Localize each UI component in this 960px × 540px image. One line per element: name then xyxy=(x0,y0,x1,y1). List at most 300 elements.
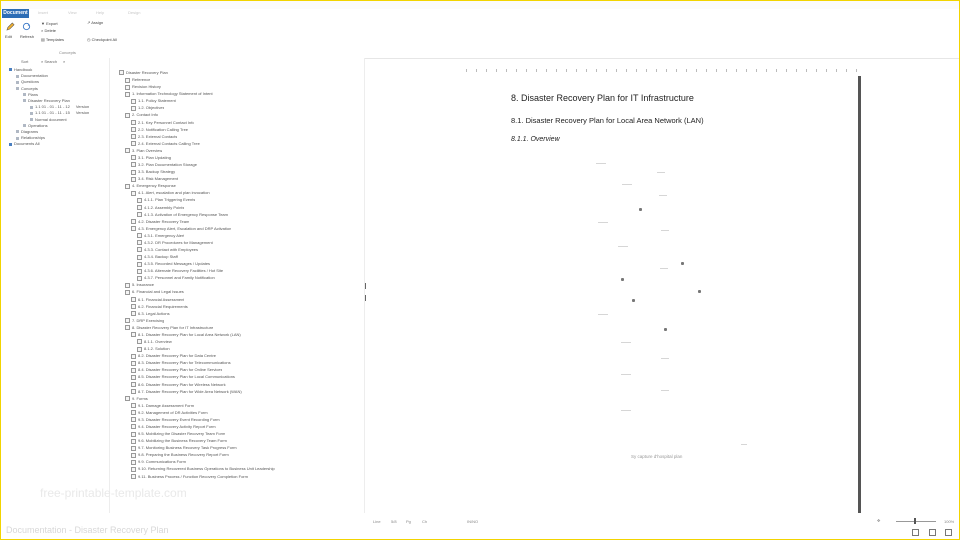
page-icon xyxy=(137,233,142,238)
page-icon xyxy=(125,396,130,401)
outline-item-label: 8.2. Disaster Recovery Plan for Data Centre xyxy=(138,353,217,359)
outline-item[interactable] xyxy=(131,389,242,394)
outline-item-label: 6. Financial and Legal Issues xyxy=(132,289,184,295)
page-icon xyxy=(131,361,136,366)
page-icon xyxy=(137,240,142,245)
tab-document[interactable]: Document xyxy=(3,10,28,16)
ruler-tick xyxy=(736,69,737,72)
folder-icon xyxy=(23,93,26,96)
outline-pane xyxy=(110,58,365,513)
diagram-line xyxy=(741,444,747,445)
outline-item-label: 2.4. External Contacts Calling Tree xyxy=(138,140,200,146)
outline-item-label: 8.7. Disaster Recovery Plan for Wide Area Network (WAN) xyxy=(138,388,242,394)
tree-item-label: Normal document xyxy=(35,116,67,122)
tree-item-label: 1.1 01 - 01 - 11 - 12 xyxy=(35,104,70,110)
page-icon xyxy=(131,170,136,175)
page-icon xyxy=(131,424,136,429)
ruler-tick xyxy=(616,69,617,72)
outline-item-label: 4.3.5. Recorded Messages / Updates xyxy=(144,261,211,267)
outline-item[interactable] xyxy=(137,205,184,210)
outline-item-label: 8.6. Disaster Recovery Plan for Wireless Network xyxy=(138,381,226,387)
folder-icon xyxy=(9,143,12,146)
folder-icon xyxy=(16,81,19,84)
left-tree-item[interactable] xyxy=(30,117,67,122)
outline-item-label: 6.3. Legal Actions xyxy=(138,310,170,316)
outline-item[interactable] xyxy=(131,155,171,160)
ruler-tick xyxy=(486,69,487,72)
assign-icon: ↗ xyxy=(87,20,91,25)
page-icon xyxy=(131,99,136,104)
outline-item[interactable] xyxy=(137,233,184,238)
delete-button[interactable] xyxy=(41,28,56,33)
outline-item[interactable] xyxy=(125,183,176,188)
ruler-tick xyxy=(746,69,747,72)
outline-item[interactable] xyxy=(131,304,188,309)
outline-item[interactable] xyxy=(131,353,216,358)
tree-item-label: Questions xyxy=(21,79,40,85)
zoom-level: 100% xyxy=(944,519,955,524)
ruler-tick xyxy=(776,69,777,72)
outline-item[interactable] xyxy=(125,112,158,117)
view-full-icon[interactable] xyxy=(945,529,952,536)
ruler-tick xyxy=(696,69,697,72)
left-tree-item[interactable] xyxy=(30,110,89,115)
outline-item[interactable] xyxy=(131,176,178,181)
status-line: Line xyxy=(373,519,381,524)
diagram-node xyxy=(639,208,642,211)
ruler-tick xyxy=(726,69,727,72)
tab-design[interactable]: Design xyxy=(128,10,141,15)
ruler-tick xyxy=(626,69,627,72)
export-label: Export xyxy=(46,21,58,26)
diagram-line xyxy=(657,172,665,173)
filter-icon[interactable]: ⌕ xyxy=(63,59,66,64)
ruler-tick xyxy=(846,69,847,72)
outline-item[interactable] xyxy=(131,311,170,316)
page-icon xyxy=(131,332,136,337)
templates-label: Templates xyxy=(45,37,65,42)
diagram-line xyxy=(661,358,669,359)
outline-item-label: 4.1.3. Activation of Emergency Response Team xyxy=(144,211,228,217)
refresh-icon[interactable] xyxy=(22,22,31,31)
page-icon xyxy=(137,262,142,267)
tab-insert[interactable]: Insert xyxy=(38,10,49,15)
outline-item[interactable] xyxy=(125,77,150,82)
zoom-fit-icon[interactable]: ✥ xyxy=(877,518,881,523)
outline-item[interactable] xyxy=(137,212,228,217)
page-icon xyxy=(125,290,130,295)
tree-item-label: Documents All xyxy=(14,141,40,147)
ruler-tick xyxy=(766,69,767,72)
outline-item-label: Reference xyxy=(132,77,151,83)
diagram-line xyxy=(621,342,631,343)
page-icon xyxy=(131,141,136,146)
left-tree-item[interactable] xyxy=(30,104,89,109)
outline-item[interactable] xyxy=(131,374,235,379)
outline-item[interactable] xyxy=(131,417,220,422)
outline-item[interactable] xyxy=(131,360,231,365)
outline-item-label: 4.1. Alert, escalation and plan invocation xyxy=(138,190,210,196)
diagram-line xyxy=(660,268,668,269)
page-icon xyxy=(131,155,136,160)
outline-item[interactable] xyxy=(131,127,188,132)
folder-icon xyxy=(16,130,19,133)
folder-icon xyxy=(30,112,33,115)
templates-button[interactable] xyxy=(41,37,64,42)
ruler-tick xyxy=(786,69,787,72)
page-icon xyxy=(131,410,136,415)
outline-item[interactable] xyxy=(131,367,222,372)
ruler-tick xyxy=(636,69,637,72)
page-icon xyxy=(131,304,136,309)
left-tree-item[interactable] xyxy=(16,129,38,134)
ruler-tick xyxy=(476,69,477,72)
outline-item[interactable] xyxy=(137,197,195,202)
heading-2[interactable]: 8.1. Disaster Recovery Plan for Local Area Network (LAN) xyxy=(511,116,704,125)
page-shadow xyxy=(858,76,861,516)
tab-help[interactable]: Help xyxy=(96,10,105,15)
left-toolbar xyxy=(1,58,109,65)
left-tree-item[interactable] xyxy=(23,98,70,103)
ruler-tick xyxy=(506,69,507,72)
outline-item[interactable] xyxy=(137,240,213,245)
ribbon xyxy=(1,18,959,59)
outline-item[interactable] xyxy=(125,91,213,96)
checkpoint-all-label: Checkpoint All xyxy=(91,37,117,42)
zoom-slider-track[interactable] xyxy=(896,521,936,522)
outline-item[interactable] xyxy=(131,120,194,125)
diagram-line xyxy=(596,163,606,164)
outline-item-label: 3.3. Backup Strategy xyxy=(138,169,176,175)
outline-item-label: 5. Insurance xyxy=(132,282,155,288)
folder-icon xyxy=(16,87,19,90)
outline-item[interactable] xyxy=(137,247,198,252)
left-tree-item[interactable] xyxy=(9,67,32,72)
outline-item-label: 9.11. Business Process / Function Recovery Completion Form xyxy=(138,473,248,479)
outline-item-label: 4.3.6. Alternate Recovery Facilities / Hot Site xyxy=(144,268,224,274)
outline-item[interactable] xyxy=(131,403,194,408)
page-icon xyxy=(131,106,136,111)
diagram-node xyxy=(698,290,701,293)
outline-item[interactable] xyxy=(125,84,161,89)
left-tree-item[interactable] xyxy=(16,79,39,84)
page-icon xyxy=(125,92,130,97)
page-icon xyxy=(131,382,136,387)
outline-item[interactable] xyxy=(131,431,225,436)
diagram-line xyxy=(622,184,632,185)
tree-item-label: Disaster Recovery Plan xyxy=(28,98,70,103)
outline-item[interactable] xyxy=(131,410,208,415)
sort-button[interactable]: Sort xyxy=(21,59,29,64)
ruler-tick xyxy=(536,69,537,72)
page-icon xyxy=(131,120,136,125)
status-page-count: 5/8 xyxy=(391,519,397,524)
outline-item-label: 9.6. Mobilizing the Business Recovery Team Form xyxy=(138,438,227,444)
outline-item-label: 2. Contact Info xyxy=(132,112,159,118)
ruler-tick xyxy=(796,69,797,72)
page-icon xyxy=(131,219,136,224)
ruler-tick xyxy=(606,69,607,72)
templates-icon: ▤ xyxy=(41,37,45,42)
outline-item-label: 1.2. Objectives xyxy=(138,105,165,111)
ruler-tick xyxy=(586,69,587,72)
ruler-tick xyxy=(706,69,707,72)
page-icon xyxy=(131,432,136,437)
page-icon xyxy=(131,417,136,422)
outline-item-label: 4.3.1. Emergency Alert xyxy=(144,232,185,238)
outline-item[interactable] xyxy=(125,318,164,323)
status-pg: Pg xyxy=(406,519,411,524)
outline-item-label: 6.2. Financial Requirements xyxy=(138,303,188,309)
watermark-bottom: Documentation - Disaster Recovery Plan xyxy=(6,525,169,535)
tree-item-label: Operations xyxy=(28,122,48,128)
ruler-tick xyxy=(676,69,677,72)
outline-item-label: 8.3. Disaster Recovery Plan for Telecommunications xyxy=(138,360,231,366)
page-icon xyxy=(137,212,142,217)
page-icon xyxy=(125,325,130,330)
outline-item[interactable] xyxy=(137,275,215,280)
ruler-tick xyxy=(856,69,857,72)
diagram-line xyxy=(618,246,628,247)
outline-item-label: 7. DRP Exercising xyxy=(132,317,165,323)
page-icon xyxy=(131,474,136,479)
outline-item[interactable] xyxy=(131,424,216,429)
page-icon xyxy=(137,276,142,281)
diagram-line xyxy=(598,314,608,315)
folder-icon xyxy=(16,75,19,78)
outline-item[interactable] xyxy=(131,474,248,479)
assign-label: Assign xyxy=(91,20,104,25)
zoom-slider-thumb[interactable] xyxy=(914,518,916,524)
outline-item-label: 3.1. Plan Updating xyxy=(138,154,171,160)
view-layout-icon[interactable] xyxy=(912,529,919,536)
tree-item-label: Handbook xyxy=(14,67,33,72)
ruler-tick xyxy=(546,69,547,72)
page-icon xyxy=(131,177,136,182)
outline-item[interactable] xyxy=(131,452,229,457)
tree-item-note: Version xyxy=(75,104,90,110)
outline-item-label: 8.5. Disaster Recovery Plan for Local Communications xyxy=(138,374,235,380)
left-tree-item[interactable] xyxy=(16,73,48,78)
ruler-tick xyxy=(556,69,557,72)
ruler-tick xyxy=(816,69,817,72)
page-icon xyxy=(131,162,136,167)
outline-item-label: 9.1. Damage Assessment Form xyxy=(138,402,195,408)
outline-item-label: 9.3. Disaster Recovery Event Recording Form xyxy=(138,416,220,422)
outline-item-label: 4.1.1. Plan Triggering Events xyxy=(144,197,196,203)
outline-item[interactable] xyxy=(125,289,184,294)
group-label-concepts: Concepts xyxy=(59,50,76,55)
delete-label: Delete xyxy=(44,28,57,33)
assign-button[interactable] xyxy=(87,20,103,25)
page-icon xyxy=(131,439,136,444)
outline-item-label: 1.1. Policy Statement xyxy=(138,98,176,104)
outline-item[interactable] xyxy=(137,261,210,266)
tree-item-label: Relationships xyxy=(21,135,46,141)
search-icon: ⌕ xyxy=(41,59,44,64)
status-insert-mode: IN/NO xyxy=(467,519,479,524)
outline-item-label: 4.3.2. DR Procedures for Management xyxy=(144,239,213,245)
outline-item[interactable] xyxy=(137,254,178,259)
outline-item-label: 9.4. Disaster Recovery Activity Report Form xyxy=(138,424,216,429)
outline-item[interactable] xyxy=(125,396,148,401)
folder-icon xyxy=(9,68,12,71)
outline-item[interactable] xyxy=(131,219,189,224)
diagram-line xyxy=(659,195,667,196)
outline-item-label: 4.3. Emergency Alert, Escalation and DRP Activation xyxy=(138,225,232,231)
tree-item-label: Plans xyxy=(28,91,39,97)
edit-button[interactable]: Edit xyxy=(5,34,12,39)
outline-item-label: Revision History xyxy=(132,84,161,90)
outline-item-label: 2.2. Notification Calling Tree xyxy=(138,126,189,132)
outline-item[interactable] xyxy=(131,297,184,302)
outline-item[interactable] xyxy=(119,70,168,75)
outline-item[interactable] xyxy=(131,226,231,231)
outline-item[interactable] xyxy=(131,459,186,464)
outline-item[interactable] xyxy=(125,148,162,153)
ruler-tick xyxy=(836,69,837,72)
outline-item[interactable] xyxy=(131,98,176,103)
ruler-tick xyxy=(566,69,567,72)
outline-item-label: 4.3.7. Personnel and Family Notification xyxy=(144,275,215,281)
page-icon xyxy=(131,191,136,196)
outline-item-label: 8.4. Disaster Recovery Plan for Online Services xyxy=(138,367,223,373)
ruler-tick xyxy=(646,69,647,72)
page-icon xyxy=(131,460,136,465)
outline-item-label: 9.5. Mobilizing the Disaster Recovery Team Form xyxy=(138,431,226,437)
outline-item[interactable] xyxy=(131,445,237,450)
outline-item-label: 9.10. Returning Recovered Business Operations to Business Unit Leadership xyxy=(138,466,275,472)
view-page-icon[interactable] xyxy=(929,529,936,536)
ruler-tick xyxy=(806,69,807,72)
page-icon xyxy=(131,368,136,373)
outline-item[interactable] xyxy=(131,190,210,195)
outline-item-label: 3.2. Plan Documentation Storage xyxy=(138,162,197,168)
refresh-button[interactable]: Refresh xyxy=(20,34,35,39)
outline-item-label: 9.7. Monitoring Business Recovery Task Progress Form xyxy=(138,445,237,451)
status-ch: Ch xyxy=(422,519,428,524)
outline-item-label: 1. Information Technology Statement of Intent xyxy=(132,91,213,97)
page-icon xyxy=(125,113,130,118)
outline-item[interactable] xyxy=(131,332,241,337)
checkpoint-all-button[interactable] xyxy=(87,37,117,42)
outline-item[interactable] xyxy=(137,268,223,273)
page-icon xyxy=(125,283,130,288)
left-tree-item[interactable] xyxy=(16,86,38,91)
horizontal-ruler[interactable] xyxy=(466,67,861,73)
left-tree-item[interactable] xyxy=(23,123,48,128)
outline-item[interactable] xyxy=(131,438,227,443)
diagram-node xyxy=(621,278,624,281)
ruler-tick xyxy=(526,69,527,72)
left-tree-item[interactable] xyxy=(16,135,45,140)
folder-icon xyxy=(23,124,26,127)
outline-item[interactable] xyxy=(125,282,154,287)
ruler-tick xyxy=(826,69,827,72)
outline-item[interactable] xyxy=(131,134,177,139)
page-icon xyxy=(131,297,136,302)
outline-item[interactable] xyxy=(131,105,164,110)
outline-item[interactable] xyxy=(137,339,172,344)
outline-item[interactable] xyxy=(131,169,175,174)
pencil-icon[interactable] xyxy=(6,22,15,31)
tree-item-note: Version xyxy=(75,110,90,116)
outline-item[interactable] xyxy=(131,141,200,146)
tree-item-label: 1.1 01 - 01 - 11 - 15 xyxy=(35,110,70,116)
outline-item-label: 4. Emergency Response xyxy=(132,183,176,189)
outline-item-label: 8.1. Disaster Recovery Plan for Local Area Network (LAN) xyxy=(138,331,241,337)
diagram-node xyxy=(664,328,667,331)
folder-icon xyxy=(30,106,33,109)
heading-3[interactable]: 8.1.1. Overview xyxy=(511,136,560,143)
outline-item-label: 8.1.1. Overview xyxy=(144,339,172,345)
delete-icon: × xyxy=(41,28,44,33)
page-icon xyxy=(137,247,142,252)
outline-item-label: 4.2. Disaster Recovery Team xyxy=(138,218,190,224)
page-icon xyxy=(119,70,124,75)
page-icon xyxy=(131,467,136,472)
left-tree-item[interactable] xyxy=(23,92,38,97)
ruler-tick xyxy=(466,69,467,72)
page-icon xyxy=(131,134,136,139)
folder-icon xyxy=(16,137,19,140)
page-icon xyxy=(125,318,130,323)
page-icon xyxy=(137,198,142,203)
outline-item-label: 3.4. Risk Management xyxy=(138,176,179,182)
outline-item-label: 3. Plan Overview xyxy=(132,147,163,153)
ruler-tick xyxy=(666,69,667,72)
outline-item-label: 4.3.4. Backup Staff xyxy=(144,254,178,260)
tree-item-label: Concepts xyxy=(21,85,38,91)
page-icon xyxy=(137,205,142,210)
page-icon xyxy=(137,255,142,260)
heading-1[interactable]: 8. Disaster Recovery Plan for IT Infrastructure xyxy=(511,93,694,103)
page-icon xyxy=(131,311,136,316)
outline-item[interactable] xyxy=(131,382,226,387)
figure-caption: Sy capture d'hospital plan xyxy=(631,454,683,459)
left-tree-item[interactable] xyxy=(9,141,40,146)
export-button[interactable] xyxy=(41,21,58,26)
diagram-line xyxy=(661,390,669,391)
ruler-tick xyxy=(756,69,757,72)
page-icon xyxy=(125,78,130,83)
search-button[interactable] xyxy=(41,59,57,64)
folder-icon xyxy=(30,118,33,121)
ruler-tick xyxy=(656,69,657,72)
clock-icon: ◷ xyxy=(87,37,91,42)
watermark-center: free-printable-template.com xyxy=(40,486,187,500)
diagram-line xyxy=(621,410,631,411)
outline-item[interactable] xyxy=(131,162,197,167)
outline-item-label: 6.1. Financial Assessment xyxy=(138,296,185,302)
page-icon xyxy=(131,446,136,451)
outline-item-label: 4.3.3. Contact with Employees xyxy=(144,247,199,252)
outline-item[interactable] xyxy=(137,346,170,351)
outline-item[interactable] xyxy=(125,325,213,330)
outline-item-label: 9.8. Preparing the Business Recovery Report Form xyxy=(138,452,229,458)
page-icon xyxy=(131,375,136,380)
diagram-node xyxy=(632,299,635,302)
title-bar xyxy=(1,1,959,9)
outline-item-label: 4.1.2. Assembly Points xyxy=(144,204,185,210)
ruler-tick xyxy=(496,69,497,72)
outline-item[interactable] xyxy=(131,466,275,471)
page-icon xyxy=(125,85,130,90)
tab-view[interactable]: View xyxy=(68,10,77,15)
page-icon xyxy=(131,354,136,359)
folder-icon xyxy=(23,99,26,102)
ruler-tick xyxy=(716,69,717,72)
